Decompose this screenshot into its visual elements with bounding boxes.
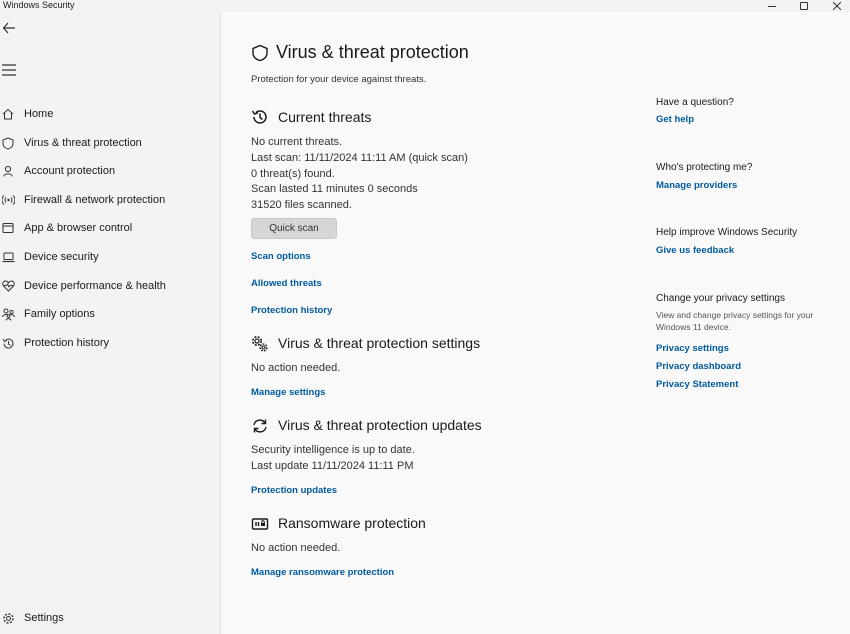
sidebar-item-firewall-network-protection[interactable] [0,189,218,211]
minimize-icon [768,6,776,7]
get-help-link[interactable]: Get help [656,114,695,125]
gear-icon [1,611,15,625]
wireless-icon [1,193,15,207]
last-scan-line: Last scan: 11/11/2024 11:11 AM (quick scan) [251,152,468,164]
manage-ransomware-link[interactable]: Manage ransomware protection [251,567,395,578]
menu-button[interactable] [1,63,17,77]
threats-found-line: 0 threat(s) found. [251,168,335,180]
laptop-icon [1,250,15,264]
scan-duration-line: Scan lasted 11 minutes 0 seconds [251,183,418,195]
protection-settings-title: Virus & threat protection settings [278,335,481,351]
settings-status-line: No action needed. [251,362,341,374]
protection-updates-title: Virus & threat protection updates [278,417,482,433]
sidebar-item-label: App & browser control [24,222,133,234]
sidebar-item-label: Virus & threat protection [24,137,142,149]
protection-updates-link[interactable]: Protection updates [251,485,338,496]
hamburger-icon [1,64,17,76]
sidebar-item-account-protection[interactable] [0,160,218,182]
heart-pulse-icon [1,279,15,293]
history-icon [251,108,269,126]
maximize-button[interactable] [789,0,819,12]
give-feedback-link[interactable]: Give us feedback [656,245,735,256]
sidebar-item-label: Home [24,108,54,120]
privacy-dashboard-link[interactable]: Privacy dashboard [656,361,742,372]
shield-icon [1,136,15,150]
manage-providers-link[interactable]: Manage providers [656,180,738,191]
back-arrow-icon [2,21,16,35]
ransomware-status-line: No action needed. [251,542,341,554]
sidebar-item-device-security[interactable] [0,246,218,268]
page-subtitle: Protection for your device against threats. [251,74,427,85]
main-content [221,12,850,634]
sidebar-item-label: Account protection [24,165,116,177]
close-button[interactable] [822,0,850,12]
privacy-heading: Change your privacy settings [656,293,785,304]
history-icon [1,336,15,350]
last-update-line: Last update 11/11/2024 11:11 PM [251,460,414,472]
maximize-icon [800,2,808,10]
gears-icon [251,335,269,353]
sidebar-item-label: Device security [24,251,99,263]
app-title: Windows Security [3,0,75,10]
back-button[interactable] [2,21,18,37]
sidebar-item-family-options[interactable] [0,303,218,325]
privacy-settings-link[interactable]: Privacy settings [656,343,729,354]
sidebar-item-protection-history[interactable] [0,332,218,354]
sidebar-item-label: Family options [24,308,95,320]
page-title: Virus & threat protection [276,42,469,62]
have-question-heading: Have a question? [656,97,734,108]
privacy-statement-link[interactable]: Privacy Statement [656,379,739,390]
sidebar-item-settings[interactable] [0,607,218,629]
sidebar-item-app-browser-control[interactable] [0,217,218,239]
intelligence-status-line: Security intelligence is up to date. [251,444,415,456]
close-icon [833,2,841,10]
manage-settings-link[interactable]: Manage settings [251,387,326,398]
ransomware-title: Ransomware protection [278,515,426,531]
sidebar-item-label: Protection history [24,337,109,349]
scan-options-link[interactable]: Scan options [251,251,311,262]
help-improve-heading: Help improve Windows Security [656,227,798,238]
refresh-icon [251,417,269,435]
shield-icon [251,44,269,62]
current-threats-title: Current threats [278,109,372,125]
home-icon [1,107,15,121]
who-protecting-heading: Who's protecting me? [656,162,753,173]
person-icon [1,164,15,178]
threat-status-line: No current threats. [251,136,343,148]
minimize-button[interactable] [757,0,787,12]
ransomware-icon [251,515,269,533]
allowed-threats-link[interactable]: Allowed threats [251,278,322,289]
title-bar [0,0,850,12]
files-scanned-line: 31520 files scanned. [251,199,352,211]
sidebar-item-home[interactable] [0,103,218,125]
settings-label: Settings [24,612,64,624]
app-window-icon [1,221,15,235]
privacy-description: View and change privacy settings for your Windows 11 device. [656,310,814,332]
family-icon [1,307,15,321]
sidebar-item-device-performance-health[interactable] [0,275,218,297]
sidebar-item-label: Firewall & network protection [24,194,166,206]
sidebar [0,12,221,634]
quick-scan-button[interactable]: Quick scan [251,218,337,239]
sidebar-item-virus-threat-protection[interactable] [0,132,218,154]
protection-history-link[interactable]: Protection history [251,305,333,316]
sidebar-item-label: Device performance & health [24,280,166,292]
